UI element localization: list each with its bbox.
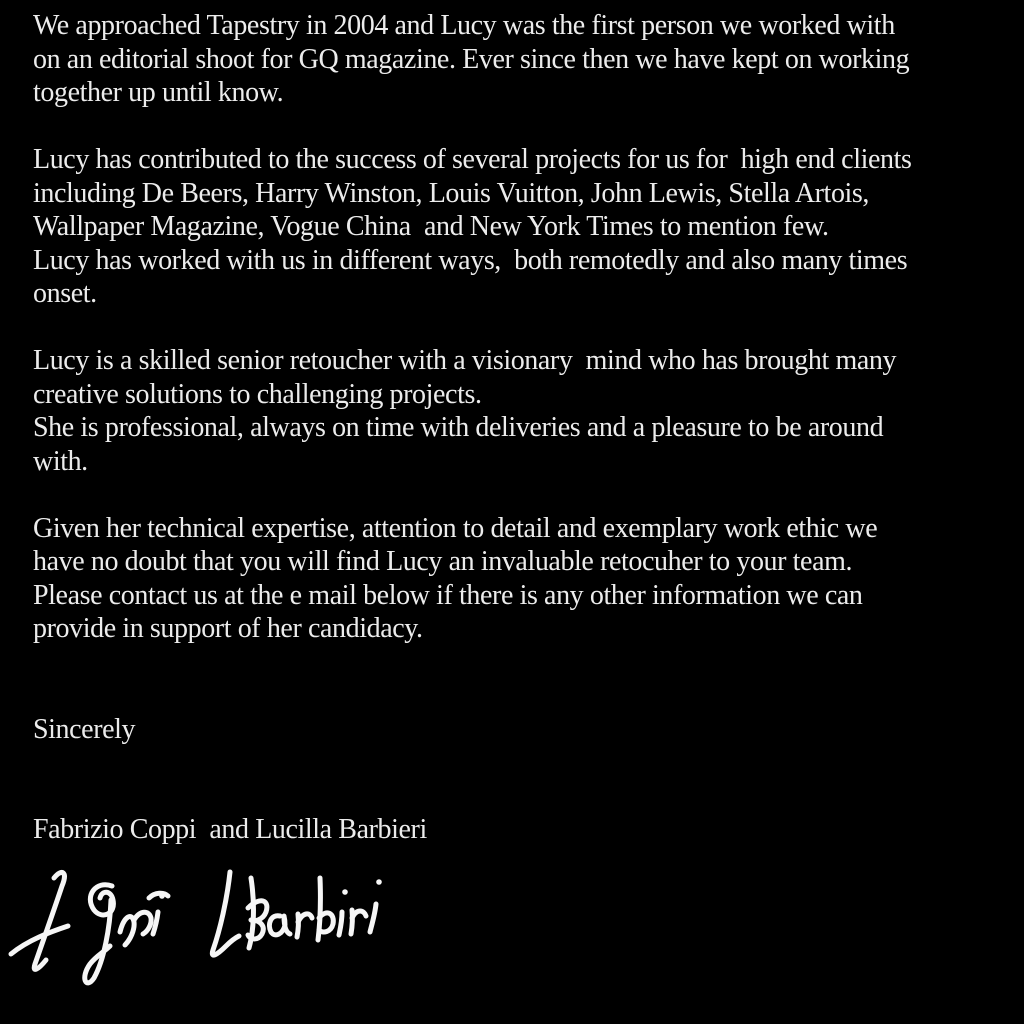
signature-i1 bbox=[339, 912, 342, 935]
letter-line: Wallpaper Magazine, Vogue China and New York Times to mention few. bbox=[33, 211, 829, 242]
letter-line: provide in support of her candidacy. bbox=[33, 613, 423, 644]
letter-line: Given her technical expertise, attention to detail and exemplary work ethic we bbox=[33, 512, 878, 544]
letter-line: Fabrizio Coppi and Lucilla Barbieri bbox=[33, 814, 427, 845]
letter-line: She is professional, always on time with deliveries and a pleasure to be around bbox=[33, 412, 884, 443]
letter-line: onset. bbox=[33, 278, 97, 309]
blank-line bbox=[33, 746, 1024, 780]
signature-i1-dot bbox=[342, 889, 348, 895]
letter-line: Lucy is a skilled senior retoucher with a visionary mind who has brought many bbox=[33, 345, 897, 376]
signature-coppi-dash bbox=[149, 893, 168, 898]
letter-line: have no doubt that you will find Lucy an invaluable retocuher to your team. bbox=[33, 546, 853, 577]
blank-line bbox=[33, 646, 1024, 680]
letter-line: including De Beers, Harry Winston, Louis Vuitton, John Lewis, Stella Artois, bbox=[33, 177, 870, 209]
letter-line: Lucy has contributed to the success of several projects for us for high end clients bbox=[33, 144, 912, 175]
letter-line: We approached Tapestry in 2004 and Lucy was the first person we worked with bbox=[33, 10, 895, 41]
blank-line bbox=[33, 679, 1024, 713]
signature-r1-arm bbox=[298, 914, 312, 922]
blank-line bbox=[33, 478, 1024, 512]
blank-line bbox=[33, 110, 1024, 144]
letter-line: together up until know. bbox=[33, 77, 284, 108]
letter-line: Sincerely bbox=[33, 713, 136, 745]
signature-f-stroke bbox=[34, 872, 64, 969]
letter-line: Lucy has worked with us in different ways, both remotedly and also many times bbox=[33, 244, 908, 276]
signature-a bbox=[269, 916, 290, 935]
signature-i2 bbox=[370, 904, 376, 932]
letter-line: with. bbox=[33, 445, 88, 477]
letter-line: Please contact us at the e mail below if there is any other information we can bbox=[33, 579, 863, 611]
letter-line: creative solutions to challenging projects. bbox=[33, 378, 482, 410]
signature-coppi-i bbox=[153, 912, 158, 934]
blank-line bbox=[33, 780, 1024, 814]
signature-i2-dot bbox=[376, 879, 382, 885]
signature-image bbox=[8, 852, 438, 1017]
blank-line bbox=[33, 311, 1024, 345]
signature-r2-arm bbox=[352, 911, 366, 918]
signature-l-stroke bbox=[212, 872, 239, 955]
letter-line: on an editorial shoot for GQ magazine. Ever since then we have kept on working bbox=[33, 43, 910, 75]
letter-body bbox=[33, 9, 1024, 847]
